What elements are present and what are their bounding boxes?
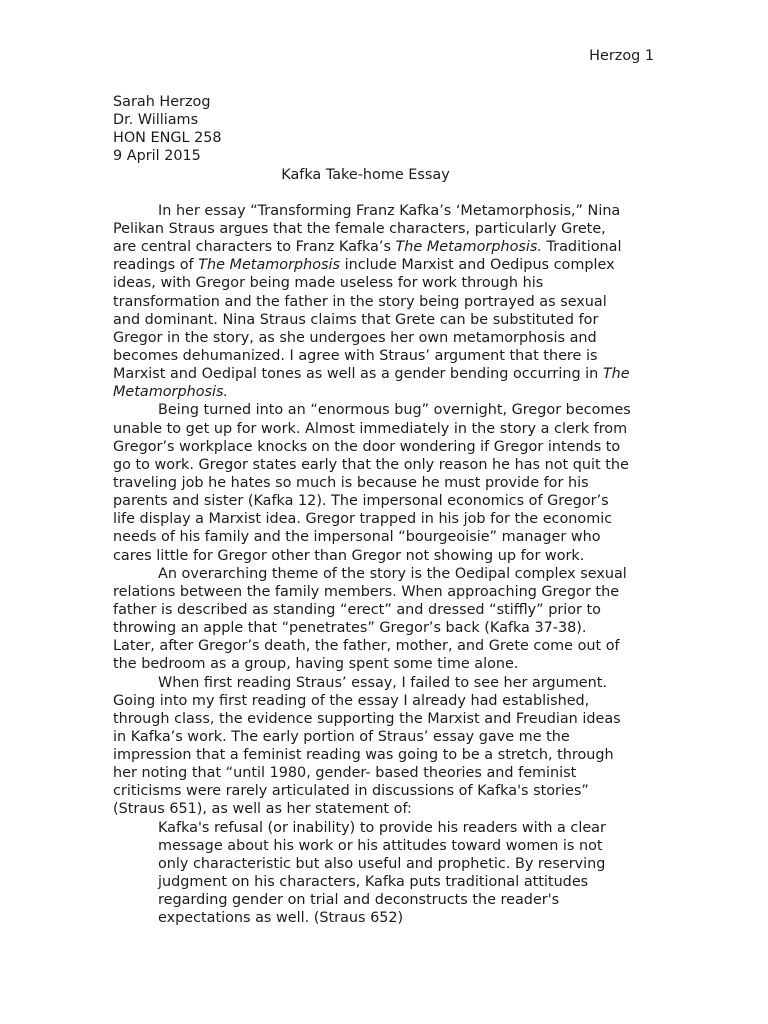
paragraph-3 (113, 565, 658, 674)
paragraph-line: her noting that “until 1980, gender- based theories and feminist (113, 765, 577, 782)
paragraph-line: throwing an apple that “penetrates” Gregor’s back (Kafka 37-38). (113, 620, 587, 637)
paragraph-line: impression that a feminist reading was going to be a stretch, through (113, 747, 614, 764)
course-name: HON ENGL 258 (113, 130, 222, 147)
paragraph-line: becomes dehumanized. I agree with Straus’ argument that there is (113, 347, 598, 364)
paragraph-line (113, 238, 658, 256)
book-title: The (602, 366, 630, 383)
paragraph-line: Gregor’s workplace knocks on the door wondering if Gregor intends to (113, 438, 621, 455)
book-title: The Metamorphosis (198, 257, 341, 274)
running-head: Herzog 1 (589, 48, 654, 64)
paragraph-line (113, 365, 658, 383)
paragraph-line: and dominant. Nina Straus claims that Grete can be substituted for (113, 311, 599, 328)
paragraph-line: criticisms were rarely articulated in discussions of Kafka's stories” (113, 783, 589, 800)
quote-line: only characteristic but also useful and prophetic. By reserving (158, 855, 606, 872)
paragraph-line: life display a Marxist idea. Gregor trapped in his job for the economic (113, 511, 613, 528)
paragraph-line: When first reading Straus’ essay, I failed to see her argument. (158, 674, 607, 691)
quote-line: regarding gender on trial and deconstructs the reader's (158, 892, 560, 909)
paragraph-line: In her essay “Transforming Franz Kafka’s ‘Metamorphosis,” Nina (158, 202, 621, 219)
block-quote (113, 819, 658, 928)
paragraph-line: Going into my first reading of the essay I already had established, (113, 692, 590, 709)
paragraph-line: Pelikan Straus argues that the female characters, particularly Grete, (113, 220, 606, 237)
paragraph-line: in Kafka’s work. The early portion of Straus’ essay gave me the (113, 728, 570, 745)
paragraph-line: parents and sister (Kafka 12). The impersonal economics of Gregor’s (113, 493, 609, 510)
paragraph-line: Gregor in the story, as she undergoes her own metamorphosis and (113, 329, 597, 346)
text-run: Traditional (541, 239, 622, 256)
date: 9 April 2015 (113, 148, 201, 165)
paragraph-line (113, 383, 658, 401)
instructor-name: Dr. Williams (113, 112, 199, 129)
paragraph-line: unable to get up for work. Almost immediately in the story a clerk from (113, 420, 628, 437)
blank-line (113, 184, 658, 202)
paragraph-line: needs of his family and the impersonal “bourgeoisie” manager who (113, 529, 601, 546)
paragraph-4 (113, 674, 658, 819)
paragraph-line: father is described as standing “erect” and dressed “stiffly” prior to (113, 601, 601, 618)
author-name: Sarah Herzog (113, 94, 211, 110)
quote-line: message about his work or his attitudes toward women is not (158, 837, 603, 854)
paragraph-line: traveling job he hates so much is because he must provide for his (113, 474, 589, 491)
mla-heading (113, 93, 658, 166)
book-title: Metamorphosis. (113, 384, 229, 401)
paragraph-2 (113, 401, 658, 564)
text-run: Marxist and Oedipal tones as well as a gender bending occurring in (113, 366, 603, 383)
paragraph-line: Being turned into an “enormous bug” overnight, Gregor becomes (158, 402, 631, 419)
quote-line: Kafka's refusal (or inability) to provide his readers with a clear (158, 819, 606, 836)
paragraph-line: go to work. Gregor states early that the only reason he has not quit the (113, 456, 629, 473)
book-title: The Metamorphosis. (395, 239, 542, 256)
paragraph-line: Later, after Gregor’s death, the father, mother, and Grete come out of (113, 638, 620, 655)
paragraph-line: An overarching theme of the story is the Oedipal complex sexual (158, 565, 627, 582)
paragraph-line (113, 256, 658, 274)
paragraph-line: through class, the evidence supporting the Marxist and Freudian ideas (113, 710, 621, 727)
paragraph-line: cares little for Gregor other than Gregor not showing up for work. (113, 547, 585, 564)
text-run: are central characters to Franz Kafka’s (113, 239, 396, 256)
paragraph-line: relations between the family members. When approaching Gregor the (113, 583, 620, 600)
paragraph-line: the bedroom as a group, having spent some time alone. (113, 656, 519, 673)
paragraph-line: ideas, with Gregor being made useless for work through his (113, 275, 544, 292)
text-run: readings of (113, 257, 199, 274)
paragraph-line: (Straus 651), as well as her statement of: (113, 801, 412, 818)
paragraph-line: transformation and the father in the story being portrayed as sexual (113, 293, 607, 310)
text-run: include Marxist and Oedipus complex (340, 257, 615, 274)
essay-body (113, 93, 658, 927)
quote-line: expectations as well. (Straus 652) (158, 910, 404, 927)
paragraph-1 (113, 202, 658, 402)
quote-line: judgment on his characters, Kafka puts traditional attitudes (158, 874, 589, 891)
essay-title: Kafka Take-home Essay (281, 166, 450, 183)
